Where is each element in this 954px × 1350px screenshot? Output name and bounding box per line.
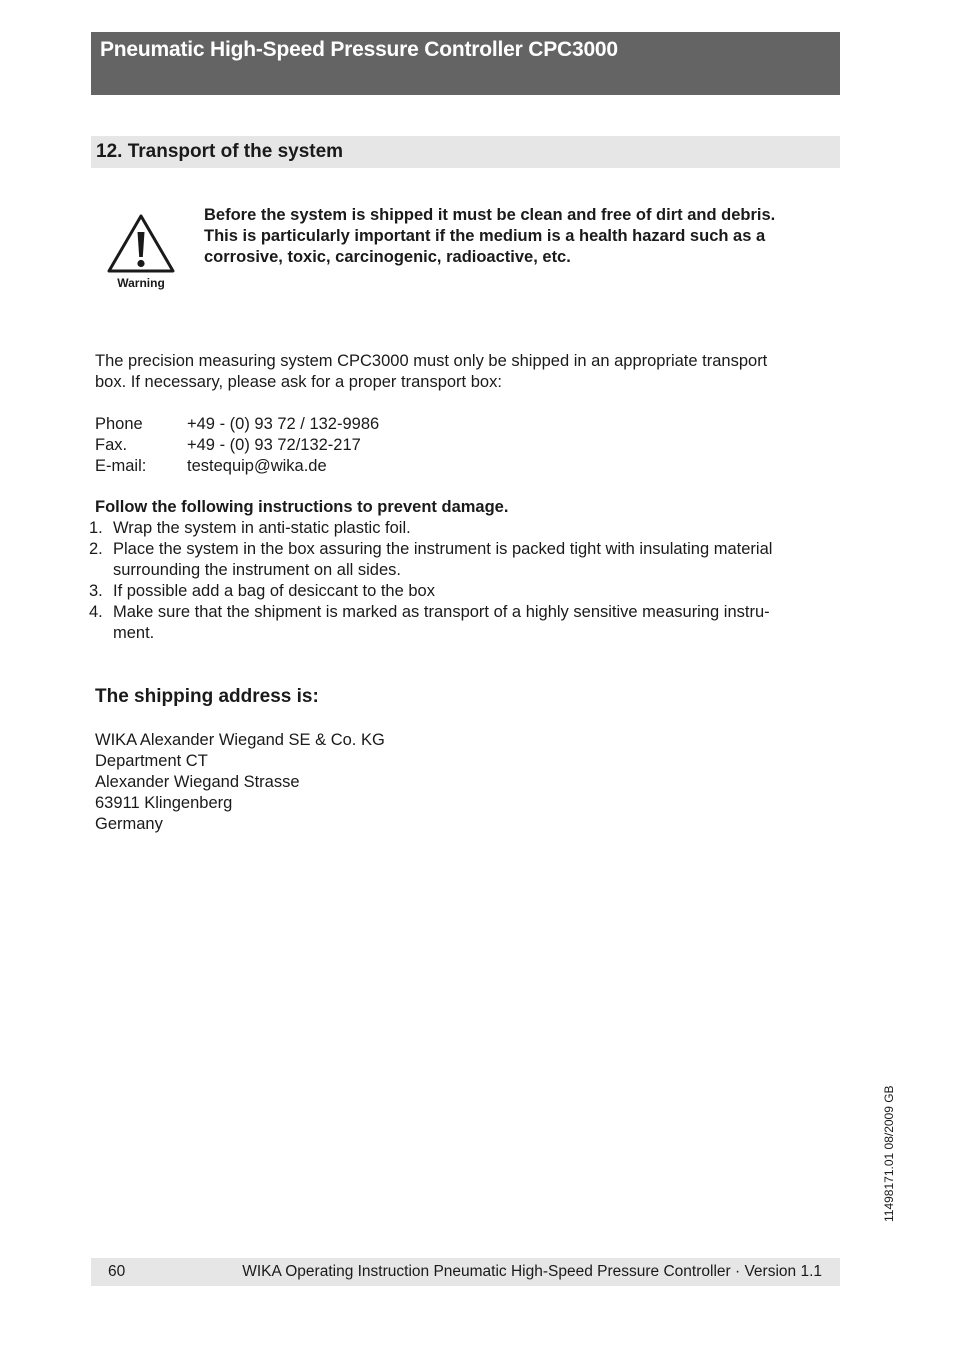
list-item-text xyxy=(113,539,837,581)
list-item-line: Place the system in the box assuring the instrument is packed tight with insulating material xyxy=(113,540,773,558)
list-item-number: 3. xyxy=(89,582,103,600)
address-line: Alexander Wiegand Strasse xyxy=(95,773,300,791)
fax-number: +49 - (0) 93 72/132-217 xyxy=(187,436,361,454)
address-line: WIKA Alexander Wiegand SE & Co. KG xyxy=(95,731,385,749)
list-item-number: 4. xyxy=(89,603,103,621)
header-bar xyxy=(91,32,840,95)
list-item-line: Wrap the system in anti-static plastic foil. xyxy=(113,519,411,537)
warning-line: Before the system is shipped it must be clean and free of dirt and debris. xyxy=(204,206,776,224)
contact-label: Phone xyxy=(95,415,143,433)
phone-number: +49 - (0) 93 72 / 132-9986 xyxy=(187,415,380,433)
list-item-text xyxy=(113,581,837,602)
list-item xyxy=(89,539,837,581)
list-item-line: Make sure that the shipment is marked as transport of a highly sensitive measuring instru- xyxy=(113,603,770,621)
intro-line: box. If necessary, please ask for a proper transport box: xyxy=(95,373,502,391)
warning-label: Warning xyxy=(117,276,165,290)
shipping-address xyxy=(95,730,385,835)
warning-line: This is particularly important if the medium is a health hazard such as a xyxy=(204,227,766,245)
address-line: 63911 Klingenberg xyxy=(95,794,233,812)
contact-row-email xyxy=(95,456,379,477)
contact-row-phone xyxy=(95,414,379,435)
instructions-list xyxy=(89,518,837,644)
warning-triangle-icon xyxy=(106,212,176,274)
list-item-line: ment. xyxy=(113,624,155,642)
list-item-text xyxy=(113,602,837,644)
contact-label: Fax. xyxy=(95,436,128,454)
intro-line: The precision measuring system CPC3000 must only be shipped in an appropriate transport xyxy=(95,352,768,370)
email-address[interactable]: testequip@wika.de xyxy=(187,457,327,475)
page-number: 60 xyxy=(108,1263,126,1280)
intro-paragraph xyxy=(95,351,835,393)
section-heading-bar xyxy=(91,136,840,168)
section-title: 12. Transport of the system xyxy=(96,141,344,162)
list-item-line: surrounding the instrument on all sides. xyxy=(113,561,401,579)
list-item-number: 2. xyxy=(89,540,103,558)
instructions-heading: Follow the following instructions to prevent damage. xyxy=(95,498,509,516)
contact-block xyxy=(95,414,379,477)
shipping-heading: The shipping address is: xyxy=(95,686,319,707)
contact-row-fax xyxy=(95,435,379,456)
contact-label: E-mail: xyxy=(95,457,147,475)
list-item-line: If possible add a bag of desiccant to the box xyxy=(113,582,435,600)
list-item-text xyxy=(113,518,837,539)
warning-text xyxy=(204,205,834,268)
document-code: 11498171.01 08/2009 GB xyxy=(882,1085,896,1222)
footer-text: WIKA Operating Instruction Pneumatic High-Speed Pressure Controller · Version 1.1 xyxy=(242,1263,822,1280)
address-line: Germany xyxy=(95,815,163,833)
list-item-number: 1. xyxy=(89,519,103,537)
footer-bar xyxy=(91,1258,840,1286)
address-line: Department CT xyxy=(95,752,208,770)
list-item xyxy=(89,581,837,602)
document-title: Pneumatic High-Speed Pressure Controller CPC3000 xyxy=(100,38,618,61)
warning-line: corrosive, toxic, carcinogenic, radioactive, etc. xyxy=(204,248,571,266)
list-item xyxy=(89,602,837,644)
list-item xyxy=(89,518,837,539)
